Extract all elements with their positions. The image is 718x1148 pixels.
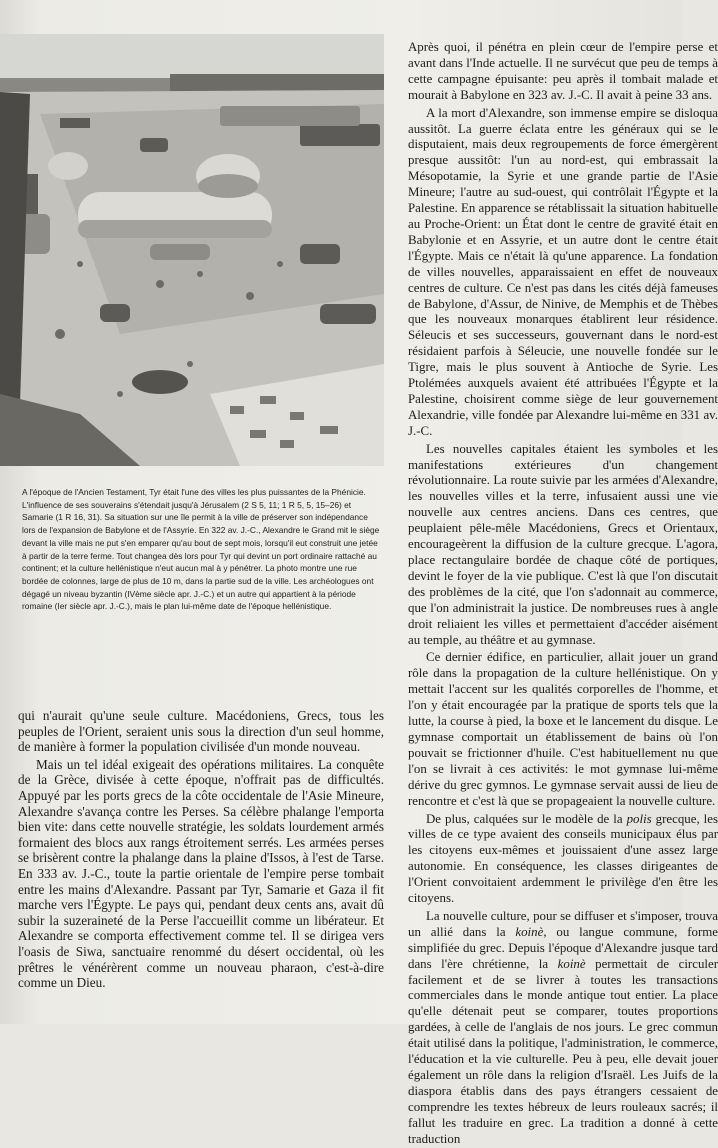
paragraph: qui n'aurait qu'une seule culture. Macédoniens, Grecs, tous les peuples de l'Orient, seraient unis sous la direction d'un seul homme, de manière à former la population civilisée d'un monde nouveau. (18, 708, 384, 755)
italic-term: koinè (515, 924, 544, 939)
text-run: De plus, calquées sur le modèle de la (426, 811, 627, 826)
photo-caption: A l'époque de l'Ancien Testament, Tyr était l'une des villes les plus puissantes de la Phénicie. L'influence de ses souverains s'étendait jusqu'à Jérusalem (2 S 5, 11; 1 R 5, 5, 15–26) et Samarie (1 R 16, 31). Sa situation sur une île permit à la ville de préserver son indépendance lors de l'expansion de Babylone et de l'Assyrie. En 322 av. J.-C., Alexandre le Grand mit le siège devant la ville mais ne put s'en emparer qu'au bout de sept mois, lorsqu'il eut construit une jetée à partir de la terre ferme. Tout changea dès lors pour Tyr qui devint un port ordinaire rattaché au continent; et la culture hellénistique n'eut aucun mal à y pénétrer. La photo montre une rue bordée de colonnes, large de plus de 10 m, dans la partie sud de la ville. Les archéologues ont dégagé un niveau byzantin (IVème siècle apr. J.-C.) et un autre qui appartient à la période romaine (Ier siècle apr. J.-C.), mais le plan lui-même date de l'époque hellénistique. (22, 487, 380, 612)
paragraph (408, 909, 718, 1148)
ruins-illustration (0, 34, 384, 466)
paragraph: Après quoi, il pénétra en plein cœur de l'empire perse et avant dans l'Inde actuelle. Il ne survécut que peu de temps à cette campagne épuisante: peu après il tombait malade et mourait à Babylone en 323 av. J.-C. Il avait à peine 33 ans. (408, 40, 718, 102)
text-run: , ou langue commune, forme simplifiée du grec. Depuis l'époque d'Alexandre jusque tard dans l'ère chrétienne, la (408, 924, 718, 971)
italic-term: polis (626, 811, 652, 826)
text-run: La nouvelle culture, pour se diffuser et s'imposer, trouva un allié dans la (408, 908, 718, 939)
paragraph: A la mort d'Alexandre, son immense empire se disloqua aussitôt. La guerre éclata entre les généraux qui se le disputaient, mais deux regroupements de force émergèrent presque aussitôt: l'un au nord-est, qui embrassait la Mésopotamie, la Syrie et une grande partie de l'Asie Mineure; l'autre au sud-ouest, qui contrôlait l'Égypte et la Palestine. En apparence se rétablissait la situation habituelle au Proche-Orient: un État dont le centre de gravité était en Babylonie et en Assyrie, et un autre dont le centre était l'Égypte. Mais ce n'était là qu'une apparence. La fondation de villes nouvelles, apparaissaient en effet de nouveaux centres de culture. Ce n'est pas dans les cités déjà fameuses de Babylone, d'Assur, de Ninive, de Memphis et de Thèbes que les nouveaux monarques établirent leur résidence. Séleucis et ses successeurs, gouvernant dans le nord-est résidaient parfois à Séleucie, une nouvelle fondée sur le Tigre, mais le plus souvent à Antioche de Syrie. Les Ptolémées auxquels avaient été attribuées l'Égypte et la Palestine, choisirent comme siège de leur gouvernement Alexandrie, ville fondée par Alexandre lui-même en 331 av. J.-C. (408, 105, 718, 438)
paragraph: Les nouvelles capitales étaient les symboles et les manifestations extérieures d'un changement révolutionnaire. La route suivie par les armées d'Alexandre, les nouvelles villes et la terre, infusaient aussi une vie nouvelle aux centres anciens. Dans ces centres, que peuplaient pêle-mêle Macédoniens, Grecs et Orientaux, encourageèrent la diffusion de la culture grecque. L'agora, place rectangulaire bordée de chaque côté de portiques, devint le foyer de la vie publique. C'est là que l'on discutait des problèmes de la cité, que l'on s'adonnait au commerce, que l'on administrait la justice. De nombreuses rues à angle droit reliaient les villes et permettaient d'accéder aisément au temple, au théâtre et au gymnase. (408, 441, 718, 647)
italic-term: koinè (557, 956, 586, 971)
right-text-column (408, 40, 718, 1146)
text-run: permettait de circuler facilement et de se livrer à toutes les transactions commerciales dans le monde antique tout entier. La place qu'elle détenait peut se comparer, toutes proportions gardées, à celle de l'anglais de nos jours. Le grec commun était utilisé dans la politique, l'administration, le commerce, l'éducation et la vie culturelle. Peu à peu, elle devait jouer également un rôle dans la religion d'Israël. Les Juifs de la diaspora établis dans des pays étrangers cessaient de comprendre les textes hébreux de leurs rouleaux sacrés; il fallut les traduire en grec. La tradition a donné à cette traduction (408, 956, 718, 1146)
tyre-colonnaded-street-photo (0, 34, 384, 466)
paragraph (408, 812, 718, 907)
left-text-column (18, 708, 384, 991)
fallen-column (78, 192, 272, 238)
text-run: grecque, les villes de ce type avaient des conseils municipaux élus par les citoyens eux-mêmes et jouissaient d'une assez large autonomie. En conséquence, les classes dirigeantes de l'Orient convoitaient ardemment le privilège d'en être les citoyens. (408, 811, 718, 906)
paragraph: Mais un tel idéal exigeait des opérations militaires. La conquête de la Grèce, divisée à cette époque, n'offrait pas de difficultés. Appuyé par les ports grecs de la côte occidentale de l'Asie Mineure, Alexandre s'avança contre les Perses. Sa célèbre phalange l'emporta bien vite: dans cette nouvelle stratégie, les soldats lourdement armés formaient des blocs aux rangs étroitement serrés. Les armées perses se brisèrent contre la phalange dans la plaine d'Issos, à l'est de Tarse. En 333 av. J.-C., toute la partie orientale de l'empire perse tombait entre les mains d'Alexandre. Passant par Tyr, Samarie et Gaza il fit marche vers l'Égypte. Le pays qui, pendant deux cents ans, avait dû subir la suzeraineté de la Perse l'accueillit comme un libérateur. Et Alexandre se comporta effectivement comme tel. Il se dirigea vers l'oasis de Siwa, sanctuaire renommé du désert occidental, où les prêtres le vénérèrent comme un nouveau pharaon, c'est-à-dire comme un Dieu. (18, 756, 384, 991)
paragraph: Ce dernier édifice, en particulier, allait jouer un grand rôle dans la propagation de la culture hellénistique. On y mettait l'accent sur les qualités corporelles de l'homme, et l'on y était encouragée par la pratique de sports tels que la lutte, la course à pied, la boxe et le lancement du disque. Le gymnase comportait un établissement de bains où l'on pouvait se frictionner d'huile. C'est habituellement nu que l'on se livrait à ces activités: le mot gymnase lui-même dérive du grec gymnos. Le gymnase servait aussi de lieu de rencontre et c'est là que se propageaient la nouvelle culture. (408, 650, 718, 808)
